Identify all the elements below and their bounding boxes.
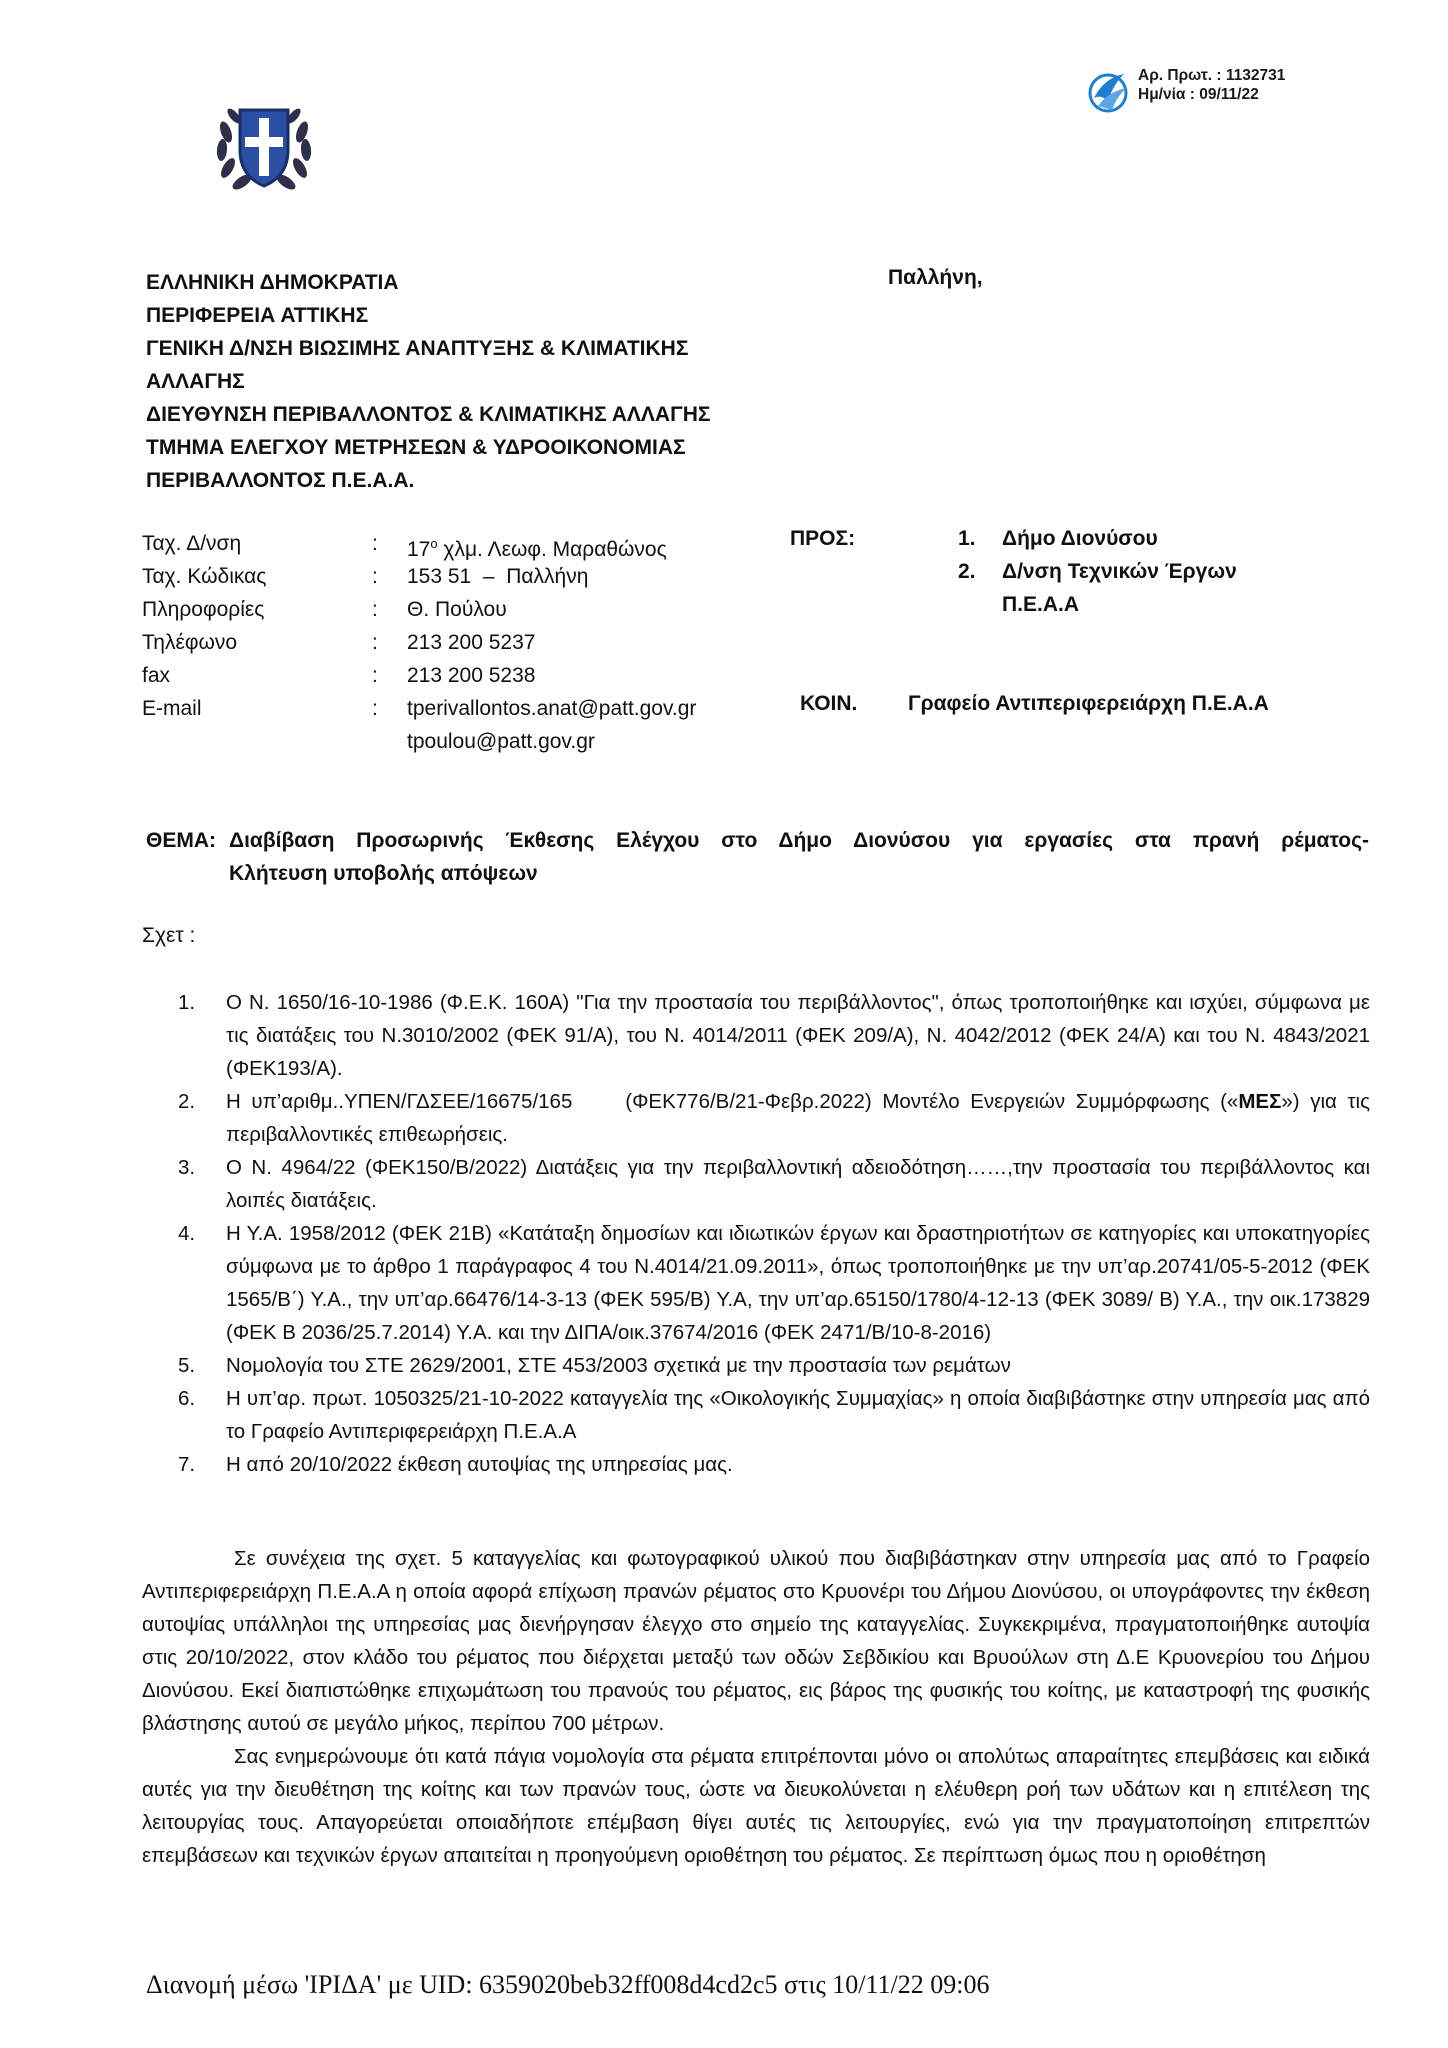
body-text bbox=[142, 1542, 1370, 1872]
contact-colon: : bbox=[372, 598, 378, 621]
contact-label: Ταχ. Δ/νση bbox=[142, 532, 242, 555]
subject-text-cont: Κλήτευση υποβολής απόψεων bbox=[229, 862, 538, 885]
list-number: 3. bbox=[178, 1156, 196, 1179]
recipient-name: Δήμο Διονύσου bbox=[1002, 527, 1158, 550]
list-text: Η από 20/10/2022 έκθεση αυτοψίας της υπηρεσίας μας. bbox=[226, 1453, 733, 1476]
list-item bbox=[178, 986, 1370, 1085]
email-link[interactable]: tpoulou@patt.gov.gr bbox=[407, 730, 595, 753]
contact-label: Πληροφορίες bbox=[142, 598, 265, 621]
header-line: ΠΕΡΙΒΑΛΛΟΝΤΟΣ Π.Ε.Α.Α. bbox=[146, 469, 415, 492]
issuer-header bbox=[146, 266, 711, 497]
recipients-label: ΠΡΟΣ: bbox=[790, 527, 856, 550]
contact-colon: : bbox=[372, 532, 378, 555]
subject-label: ΘΕΜΑ: bbox=[146, 829, 216, 852]
list-item bbox=[178, 1382, 1370, 1448]
contact-value: Θ. Πούλου bbox=[407, 598, 507, 621]
contact-value: 153 51 – Παλλήνη bbox=[407, 565, 589, 588]
list-text: Η υπ’αριθμ..ΥΠΕΝ/ΓΔΣΕΕ/16675/165 (ΦΕΚ776/Β/21-Φεβρ.2022) Μοντέλο Ενεργειών Συμμόρφωσης («ΜΕΣ») για τις περιβαλλοντικές επιθεωρήσεις. bbox=[226, 1090, 1370, 1146]
list-number: 6. bbox=[178, 1387, 196, 1410]
contact-label: fax bbox=[142, 664, 171, 687]
header-line: ΠΕΡΙΦΕΡΕΙΑ ΑΤΤΙΚΗΣ bbox=[146, 304, 369, 327]
cc-label: ΚΟΙΝ. bbox=[800, 692, 858, 715]
paragraph: Σας ενημερώνουμε ότι κατά πάγια νομολογία στα ρέματα επιτρέπονται μόνο οι απολύτως απαραίτητες επεμβάσεις και ειδικά αυτές για την διευθέτηση της κοίτης και των πρανών τους, ώστε να διευκολύνεται η ελέυθερη ροή των υδάτων και η επιτέλεση της λειτουργίας τους. Απαγορεύεται οποιαδήποτε επέμβαση θίγει αυτές τις λειτουργίες, ενώ για την πραγματοποίηση επιτρεπτών επεμβάσεων και τεχνικών έργων απαιτείται η προηγούμενη οριοθέτηση του ρέματος. Σε περίπτωση όμως που η οριοθέτηση bbox=[142, 1745, 1370, 1867]
contact-label: E-mail bbox=[142, 697, 202, 720]
list-item bbox=[178, 1349, 1370, 1382]
header-line: ΓΕΝΙΚΗ Δ/ΝΣΗ ΒΙΩΣΙΜΗΣ ΑΝΑΠΤΥΞΗΣ & ΚΛΙΜΑΤΙΚΗΣ bbox=[146, 337, 689, 360]
place-date: Παλλήνη, bbox=[888, 266, 983, 289]
email-link[interactable]: tperivallontos.anat@patt.gov.gr bbox=[407, 697, 697, 720]
contact-label: Τηλέφωνο bbox=[142, 631, 238, 654]
greek-state-seal-icon bbox=[212, 92, 316, 196]
list-item bbox=[178, 1085, 1370, 1151]
header-line: ΔΙΕΥΘΥΝΣΗ ΠΕΡΙΒΑΛΛΟΝΤΟΣ & ΚΛΙΜΑΤΙΚΗΣ ΑΛΛΑΓΗΣ bbox=[146, 403, 711, 426]
list-number: 5. bbox=[178, 1354, 196, 1377]
subject-text: Διαβίβαση Προσωρινής Έκθεσης Ελέγχου στο Δήμο Διονύσου για εργασίες στα πρανή ρέματος- bbox=[229, 829, 1369, 852]
list-number: 1. bbox=[178, 991, 196, 1014]
references-label: Σχετ : bbox=[142, 924, 196, 947]
list-item bbox=[178, 1217, 1370, 1349]
recipient-number: 1. bbox=[958, 527, 976, 550]
contact-colon: : bbox=[372, 697, 378, 720]
list-item bbox=[178, 1151, 1370, 1217]
list-text: Νομολογία του ΣΤΕ 2629/2001, ΣΤΕ 453/2003 σχετικά με την προστασία των ρεμάτων bbox=[226, 1354, 1011, 1377]
paragraph: Σε συνέχεια της σχετ. 5 καταγγελίας και φωτογραφικού υλικού που διαβιβάστηκαν στην υπηρεσία μας από το Γραφείο Αντιπεριφερειάρχη Π.Ε.Α.Α η οποία αφορά επίχωση πρανών ρέματος στο Κρυονέρι του Δήμου Διονύσου, οι υπογράφοντες την έκθεση αυτοψίας υπάλληλοι της υπηρεσίας μας διενήργησαν έλεγχο στο σημείο της καταγγελίας. Συγκεκριμένα, πραγματοποιήθηκε αυτοψία στις 20/10/2022, στον κλάδο του ρέματος που διέρχεται μεταξύ των οδών Σεβδικίου και Βρυούλων στη Δ.Ε Κρυονερίου του Δήμου Διονύσου. Εκεί διαπιστώθηκε επιχωμάτωση του πρανούς του ρέματος, εις βάρος της φυσικής του κοίτης, με καταστροφή της φυσικής βλάστησης αυτού σε μεγάλο μήκος, περίπου 700 μέτρων. bbox=[142, 1547, 1370, 1735]
protocol-stamp bbox=[1138, 66, 1285, 104]
contact-colon: : bbox=[372, 631, 378, 654]
recipient-name-cont: Π.Ε.Α.Α bbox=[1002, 593, 1080, 616]
iris-logo-icon bbox=[1086, 68, 1130, 114]
list-text: Ο Ν. 4964/22 (ΦΕΚ150/Β/2022) Διατάξεις για την περιβαλλοντική αδειοδότηση……,την προστασία του περιβάλλοντος και λοιπές διατάξεις. bbox=[226, 1156, 1370, 1212]
protocol-date: Ημ/νία : 09/11/22 bbox=[1138, 86, 1259, 103]
contact-value: 213 200 5238 bbox=[407, 664, 536, 687]
list-number: 7. bbox=[178, 1453, 196, 1476]
list-number: 2. bbox=[178, 1090, 196, 1113]
contact-colon: : bbox=[372, 565, 378, 588]
recipient-number: 2. bbox=[958, 560, 976, 583]
contact-label: Ταχ. Κώδικας bbox=[142, 565, 267, 588]
header-line: ΑΛΛΑΓΗΣ bbox=[146, 370, 245, 393]
protocol-number: Αρ. Πρωτ. : 1132731 bbox=[1138, 67, 1286, 84]
header-line: ΤΜΗΜΑ ΕΛΕΓΧΟΥ ΜΕΤΡΗΣΕΩΝ & ΥΔΡΟΟΙΚΟΝΟΜΙΑΣ bbox=[146, 436, 686, 459]
list-text: Η Υ.Α. 1958/2012 (ΦΕΚ 21Β) «Κατάταξη δημοσίων και ιδιωτικών έργων και δραστηριοτήτων σε κατηγορίες και υποκατηγορίες σύμφωνα με το άρθρο 1 παράγραφος 4 του Ν.4014/21.09.2011», όπως τροποποιήθηκε με την υπ’αρ.20741/05-5-2012 (ΦΕΚ 1565/Β΄) Υ.Α., την υπ’αρ.66476/14-3-13 (ΦΕΚ 595/Β) Υ.Α, την υπ’αρ.65150/1780/4-12-13 (ΦΕΚ 3089/ Β) Υ.Α., την οικ.173829 (ΦΕΚ Β 2036/25.7.2014) Υ.Α. και την ΔΙΠΑ/οικ.37674/2016 (ΦΕΚ 2471/Β/10-8-2016) bbox=[226, 1222, 1370, 1344]
list-item bbox=[178, 1448, 1370, 1481]
reference-list bbox=[178, 986, 1370, 1481]
contact-value: $17^o$ χλμ. Λεωφ. Μαραθώνος bbox=[407, 536, 667, 561]
distribution-footer: Διανομή μέσω 'ΙΡΙΔΑ' με UID: 6359020beb32ff008d4cd2c5 στις 10/11/22 09:06 bbox=[146, 1970, 990, 1999]
list-text: Η υπ’αρ. πρωτ. 1050325/21-10-2022 καταγγελία της «Οικολογικής Συμμαχίας» η οποία διαβιβάστηκε στην υπηρεσία μας από το Γραφείο Αντιπεριφερειάρχη Π.Ε.Α.Α bbox=[226, 1387, 1370, 1443]
header-line: ΕΛΛΗΝΙΚΗ ΔΗΜΟΚΡΑΤΙΑ bbox=[146, 271, 399, 294]
cc-recipient: Γραφείο Αντιπεριφερειάρχη Π.Ε.Α.Α bbox=[908, 692, 1269, 715]
recipient-name: Δ/νση Τεχνικών Έργων bbox=[1002, 560, 1237, 583]
contact-value: 213 200 5237 bbox=[407, 631, 536, 654]
list-text: Ο Ν. 1650/16-10-1986 (Φ.Ε.Κ. 160Α) "Για την προστασία του περιβάλλοντος", όπως τροποποιήθηκε και ισχύει, σύμφωνα με τις διατάξεις του Ν.3010/2002 (ΦΕΚ 91/Α), του Ν. 4014/2011 (ΦΕΚ 209/Α), Ν. 4042/2012 (ΦΕΚ 24/Α) και του Ν. 4843/2021 (ΦΕΚ193/Α). bbox=[226, 991, 1370, 1080]
contact-colon: : bbox=[372, 664, 378, 687]
list-number: 4. bbox=[178, 1222, 196, 1245]
